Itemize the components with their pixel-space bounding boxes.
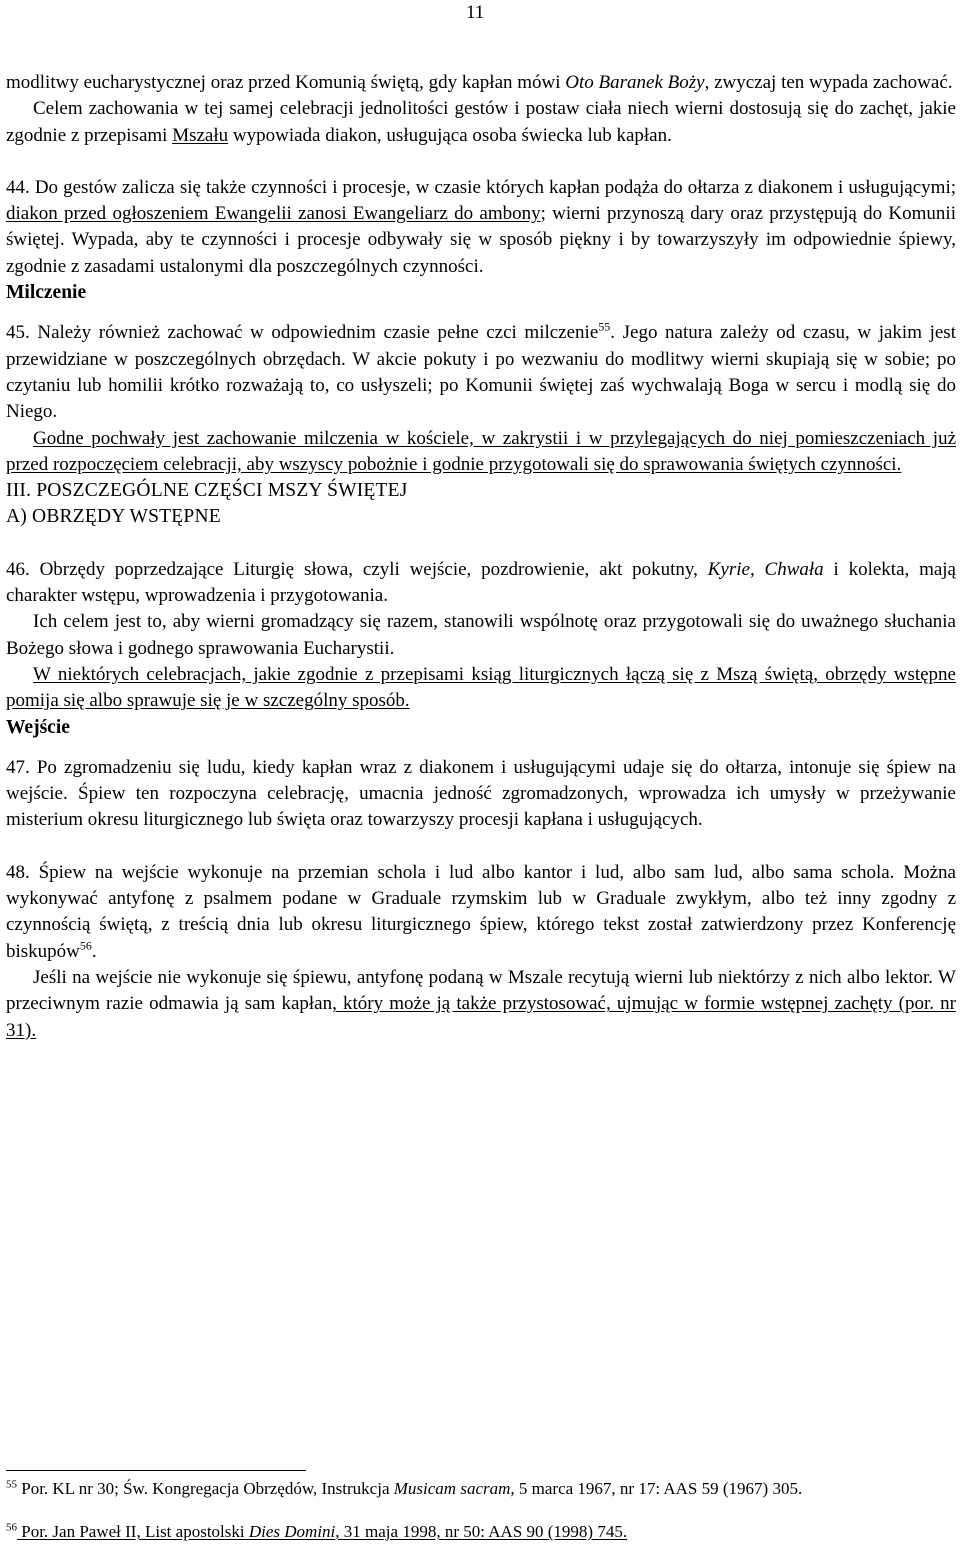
footnote-56: $^{56}$ Por. Jan Paweł II, List apostolski Dies Domini, 31 maja 1998, nr 50: AAS 90 (1998) 745. xyxy=(6,1521,628,1541)
heading-introductory-rites: A) OBRZĘDY WSTĘPNE xyxy=(6,506,221,528)
main-text xyxy=(6,70,956,1044)
heading-section-iii: III. POSZCZEGÓLNE CZĘŚCI MSZY ŚWIĘTEJ xyxy=(6,480,408,502)
paragraph-45: 45. Należy również zachować w odpowiednim czasie pełne czci milczenie$^{55}$. Jego natura zależy od czasu, w jakim jest przewidziane w poszczególnych obrzędach. W akcie pokuty i po wezwaniu do modlitwy wierni skupiają się w sobie; po czytaniu lub homilii krótko rozważają to, co usłyszeli; po Komunii świętej zaś wychwalają Boga w sercu i modlą się do Niego. xyxy=(6,320,956,423)
footnote-separator xyxy=(6,1470,306,1471)
footnote-55: $^{55}$ Por. KL nr 30; Św. Kongregacja Obrzędów, Instrukcja Musicam sacram, 5 marca 1967, nr 17: AAS 59 (1967) 305. xyxy=(6,1478,803,1498)
paragraph-44: 44. Do gestów zalicza się także czynności i procesje, w czasie których kapłan podąża do ołtarza z diakonem i usługującymi; diakon przed ogłoszeniem Ewangelii zanosi Ewangeliarz do ambony; wierni przynoszą dary oraz przystępują do Komunii świętej. Wypada, aby te czynności i procesje odbywały się w sposób piękny i by towarzyszyły im odpowiednie śpiewy, zgodnie z zasadami ustalonymi dla poszczególnych czynności. xyxy=(6,176,956,277)
paragraph-45-silence: Godne pochwały jest zachowanie milczenia w kościele, w zakrystii i w przylegających do niej pomieszczeniach już przed rozpoczęciem celebracji, aby wszyscy pobożnie i godnie przygotowali się do sprawowania świętych czynności. xyxy=(6,427,956,475)
paragraph-48-recitation: Jeśli na wejście nie wykonuje się śpiewu, antyfonę podaną w Mszale recytują wierni lub niektórzy z nich albo lektor. W przeciwnym razie odmawia ją sam kapłan, który może ją także przystosować, ujmując w formie wstępnej zachęty (por. nr 31). xyxy=(6,966,956,1041)
heading-wejscie: Wejście xyxy=(6,716,70,738)
page-number: 11 xyxy=(466,2,485,23)
paragraph-continuation: modlitwy eucharystycznej oraz przed Komunią świętą, gdy kapłan mówi Oto Baranek Boży, zwyczaj ten wypada zachować. xyxy=(6,72,953,93)
paragraph-48: 48. Śpiew na wejście wykonuje na przemian schola i lud albo kantor i lud, albo sam lud, albo sama schola. Można wykonywać antyfonę z psalmem podane w Graduale rzymskim lub w Graduale zwykłym, albo też inny zgodny z czynnością świętą, z treścią dnia lub okresu liturgicznego śpiew, którego tekst został zatwierdzony przez Konferencję biskupów$^{56}$. xyxy=(6,861,956,962)
paragraph-47: 47. Po zgromadzeniu się ludu, kiedy kapłan wraz z diakonem i usługującymi udaje się do ołtarza, intonuje się śpiew na wejście. Śpiew ten rozpoczyna celebrację, umacnia jedność zgromadzonych, wprowadza ich umysły w przeżywanie misterium okresu liturgicznego lub święta oraz towarzyszy procesji kapłana i usługujących. xyxy=(6,756,956,831)
paragraph-46: 46. Obrzędy poprzedzające Liturgię słowa, czyli wejście, pozdrowienie, akt pokutny, Kyrie, Chwała i kolekta, mają charakter wstępu, wprowadzenia i przygotowania. xyxy=(6,558,956,607)
paragraph-46-exceptions: W niektórych celebracjach, jakie zgodnie z przepisami ksiąg liturgicznych łączą się z Mszą świętą, obrzędy wstępne pomija się albo sprawuje się je w szczególny sposób. xyxy=(6,663,956,712)
paragraph-46-purpose: Ich celem jest to, aby wierni gromadzący się razem, stanowili wspólnotę oraz przygotowali się do uważnego słuchania Bożego słowa i godnego sprawowania Eucharystii. xyxy=(6,611,956,659)
paragraph-gestures: Celem zachowania w tej samej celebracji jednolitości gestów i postaw ciała niech wierni dostosują się do zachęt, jakie zgodnie z przepisami Mszału wypowiada diakon, usługująca osoba świecka lub kapłan. xyxy=(6,98,956,146)
heading-milczenie: Milczenie xyxy=(6,282,87,304)
